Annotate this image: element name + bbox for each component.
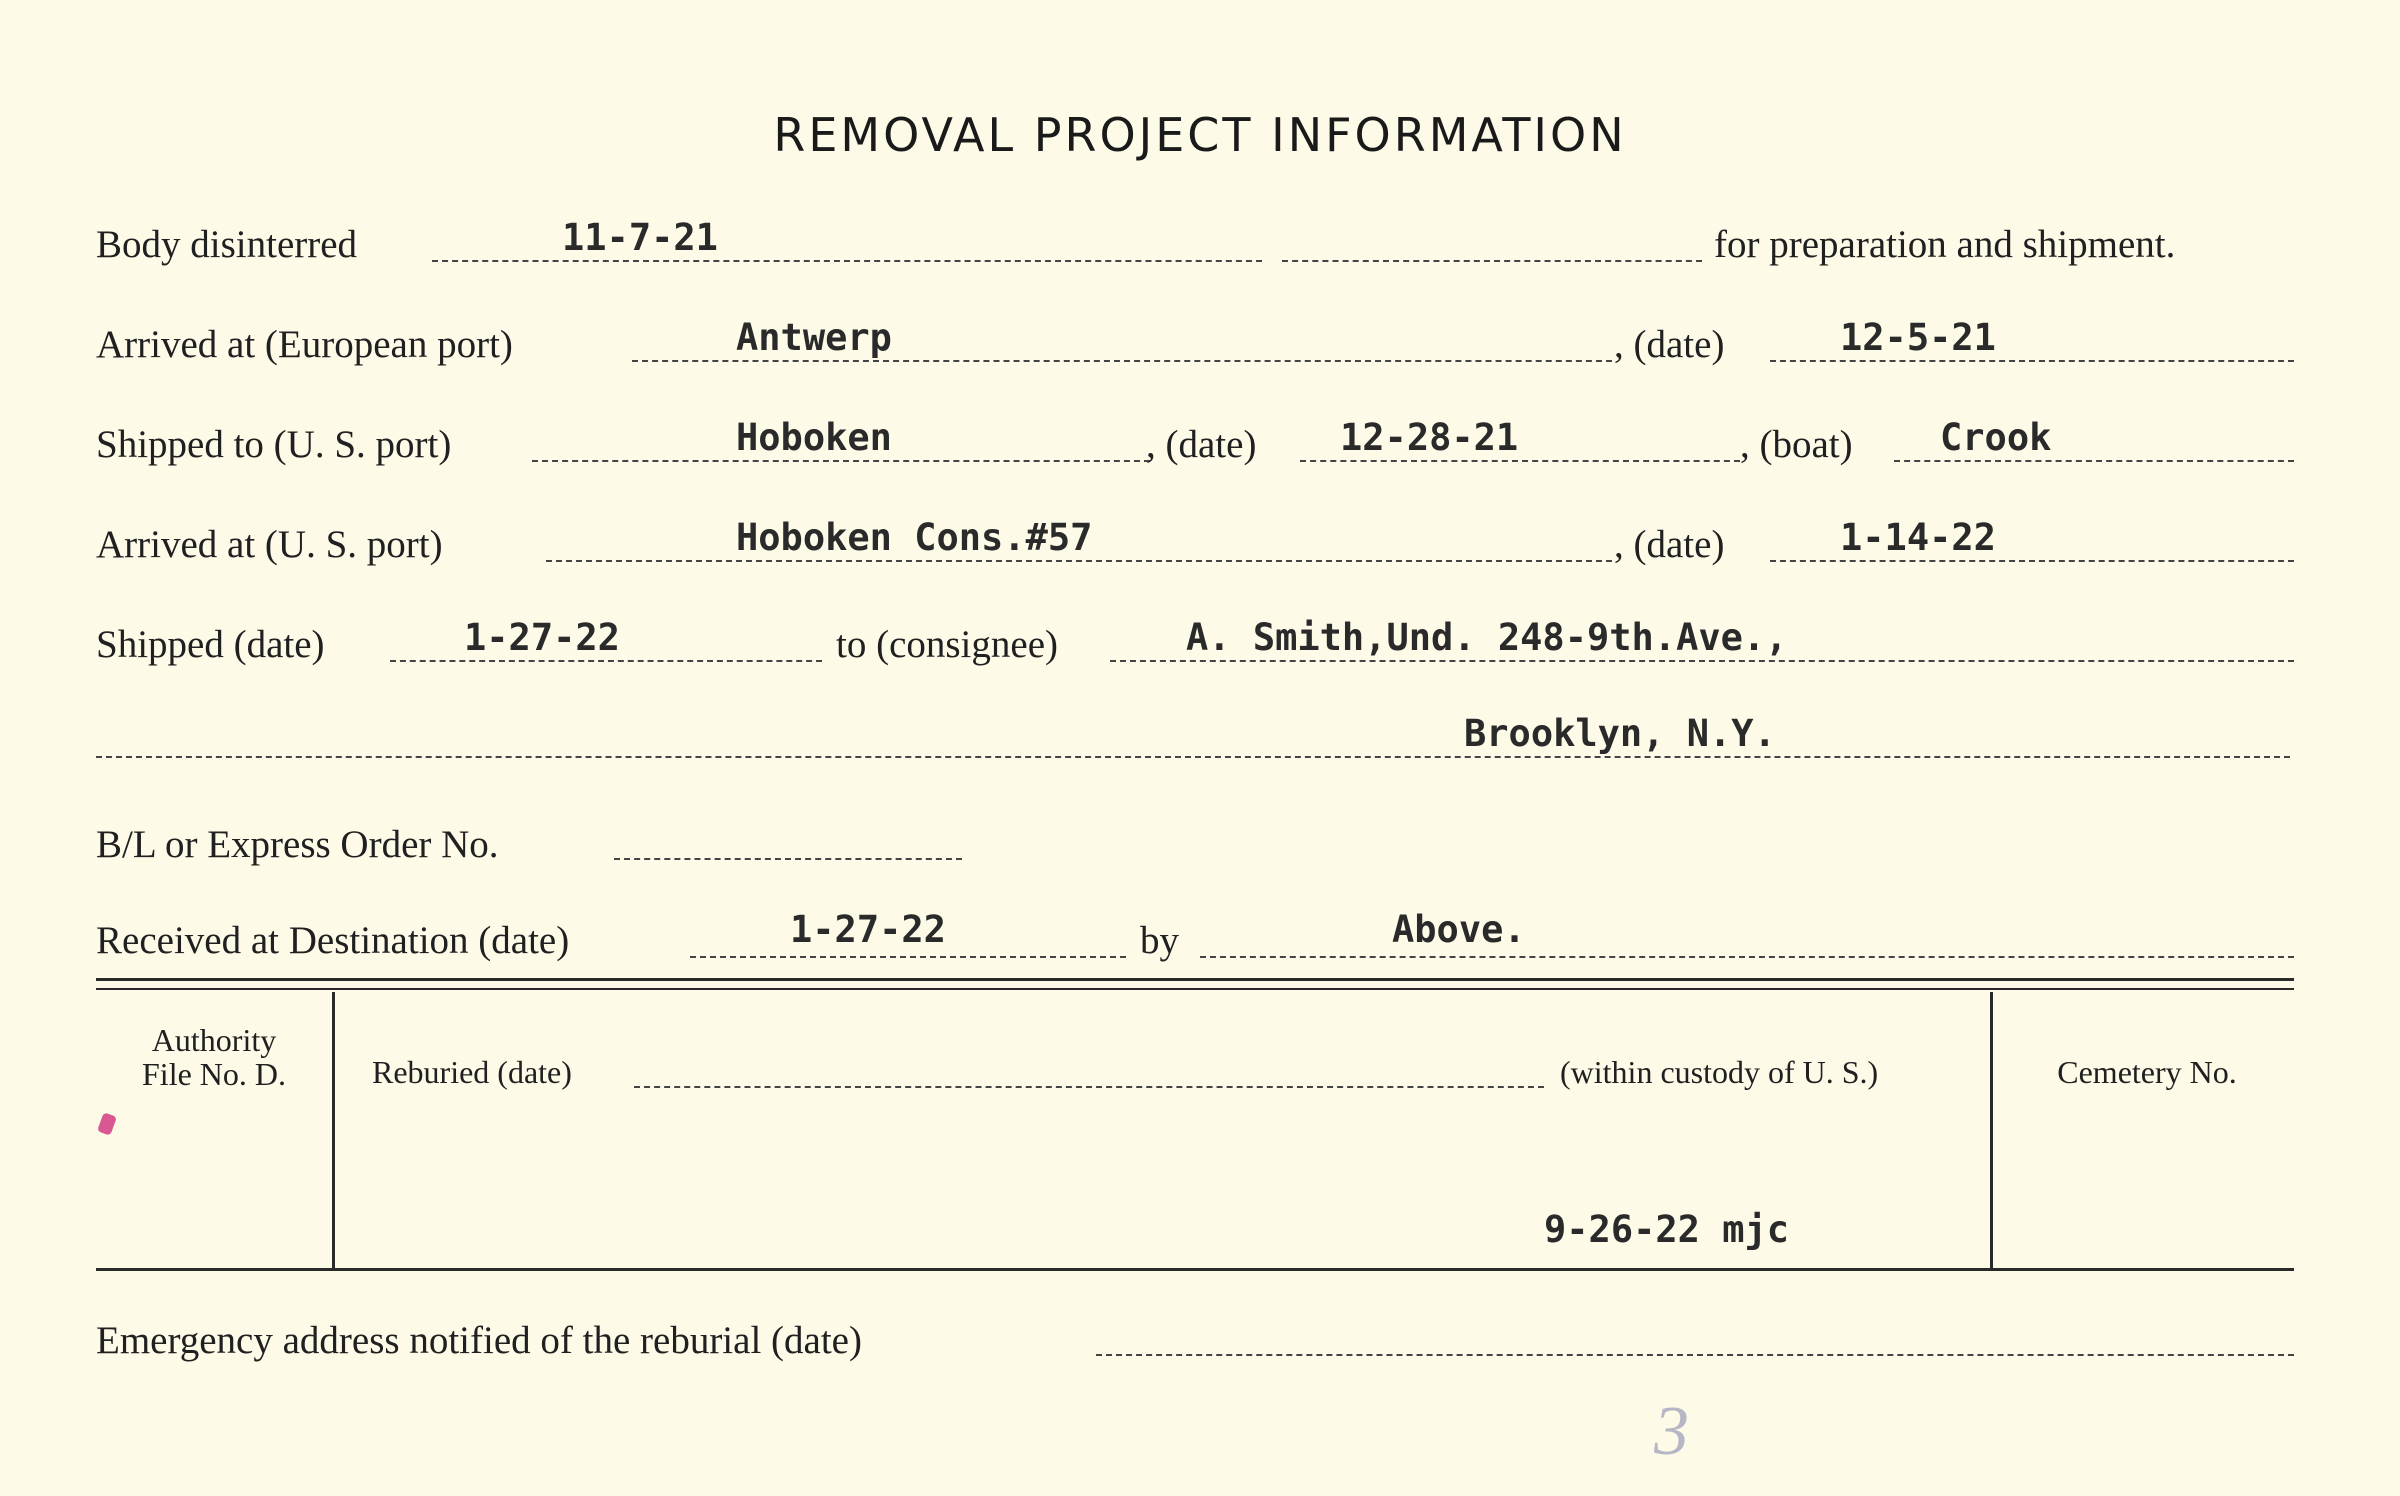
custody-label: (within custody of U. S.) <box>1560 1054 1879 1090</box>
consignee-label: to (consignee) <box>836 623 1059 666</box>
arrived-date-value: 1-14-22 <box>1840 516 1996 559</box>
boat-line <box>1894 460 2294 462</box>
reburied-date-line <box>634 1086 1544 1088</box>
arrived-date-line <box>1770 560 2294 562</box>
authority-label-1: Authority <box>151 1022 277 1058</box>
european-date-line <box>1770 360 2294 362</box>
received-by-value: Above. <box>1392 908 1526 951</box>
handwritten-mark: 3 <box>1654 1393 1689 1470</box>
received-destination-label: Received at Destination (date) <box>96 919 570 962</box>
european-date-label: , (date) <box>1614 323 1725 366</box>
ink-stamp-mark <box>97 1112 117 1136</box>
received-date-line <box>690 956 1126 958</box>
shipped-date-value: 12-28-21 <box>1340 416 1519 459</box>
boat-label: , (boat) <box>1740 423 1853 466</box>
received-date-value: 1-27-22 <box>790 908 946 951</box>
consignee-value: A. Smith,Und. 248-9th.Ave., <box>1186 616 1788 659</box>
boat-value: Crook <box>1940 416 2052 459</box>
box-divider-right <box>1990 992 1993 1268</box>
shipped-date-line <box>1300 460 1740 462</box>
arrived-date-label: , (date) <box>1614 523 1725 566</box>
box-bottom-rule <box>96 1268 2294 1271</box>
us-port-arrived-value: Hoboken Cons.#57 <box>736 516 1093 559</box>
consignee-line <box>1110 660 2294 662</box>
body-disinterred-value: 11-7-21 <box>562 216 718 259</box>
emergency-address-label: Emergency address notified of the reburial (date) <box>96 1319 862 1362</box>
card-title: REMOVAL PROJECT INFORMATION <box>773 108 1627 162</box>
body-disinterred-line-2 <box>1282 260 1702 262</box>
consignee-value-2: Brooklyn, N.Y. <box>1464 712 1776 755</box>
us-port-shipped-label: Shipped to (U. S. port) <box>96 423 452 466</box>
express-order-label: B/L or Express Order No. <box>96 823 499 866</box>
shipped-date2-value: 1-27-22 <box>464 616 620 659</box>
emergency-address-line <box>1096 1354 2294 1356</box>
typed-note: 9-26-22 mjc <box>1544 1208 1790 1251</box>
shipped-date2-label: Shipped (date) <box>96 623 325 666</box>
us-port-shipped-value: Hoboken <box>736 416 892 459</box>
consignee-line-2 <box>96 756 2290 758</box>
received-by-line <box>1200 956 2294 958</box>
received-by-label: by <box>1140 919 1179 962</box>
body-disinterred-line <box>432 260 1262 262</box>
body-disinterred-label: Body disinterred <box>96 223 358 266</box>
preparation-suffix: for preparation and shipment. <box>1714 223 2176 266</box>
cemetery-label: Cemetery No. <box>2057 1054 2237 1090</box>
shipped-date2-line <box>390 660 822 662</box>
authority-label-2: File No. D. <box>142 1056 286 1092</box>
us-port-arrived-line <box>546 560 1612 562</box>
box-top-rule-2 <box>96 988 2294 990</box>
us-port-arrived-label: Arrived at (U. S. port) <box>96 523 443 566</box>
reburied-date-label: Reburied (date) <box>372 1054 572 1090</box>
european-port-value: Antwerp <box>736 316 892 359</box>
european-date-value: 12-5-21 <box>1840 316 1996 359</box>
european-port-line <box>632 360 1612 362</box>
box-top-rule <box>96 978 2294 981</box>
express-order-line <box>614 858 962 860</box>
us-port-shipped-line <box>532 460 1150 462</box>
european-port-label: Arrived at (European port) <box>96 323 513 366</box>
box-divider-left <box>332 992 335 1268</box>
shipped-date-label: , (date) <box>1146 423 1257 466</box>
